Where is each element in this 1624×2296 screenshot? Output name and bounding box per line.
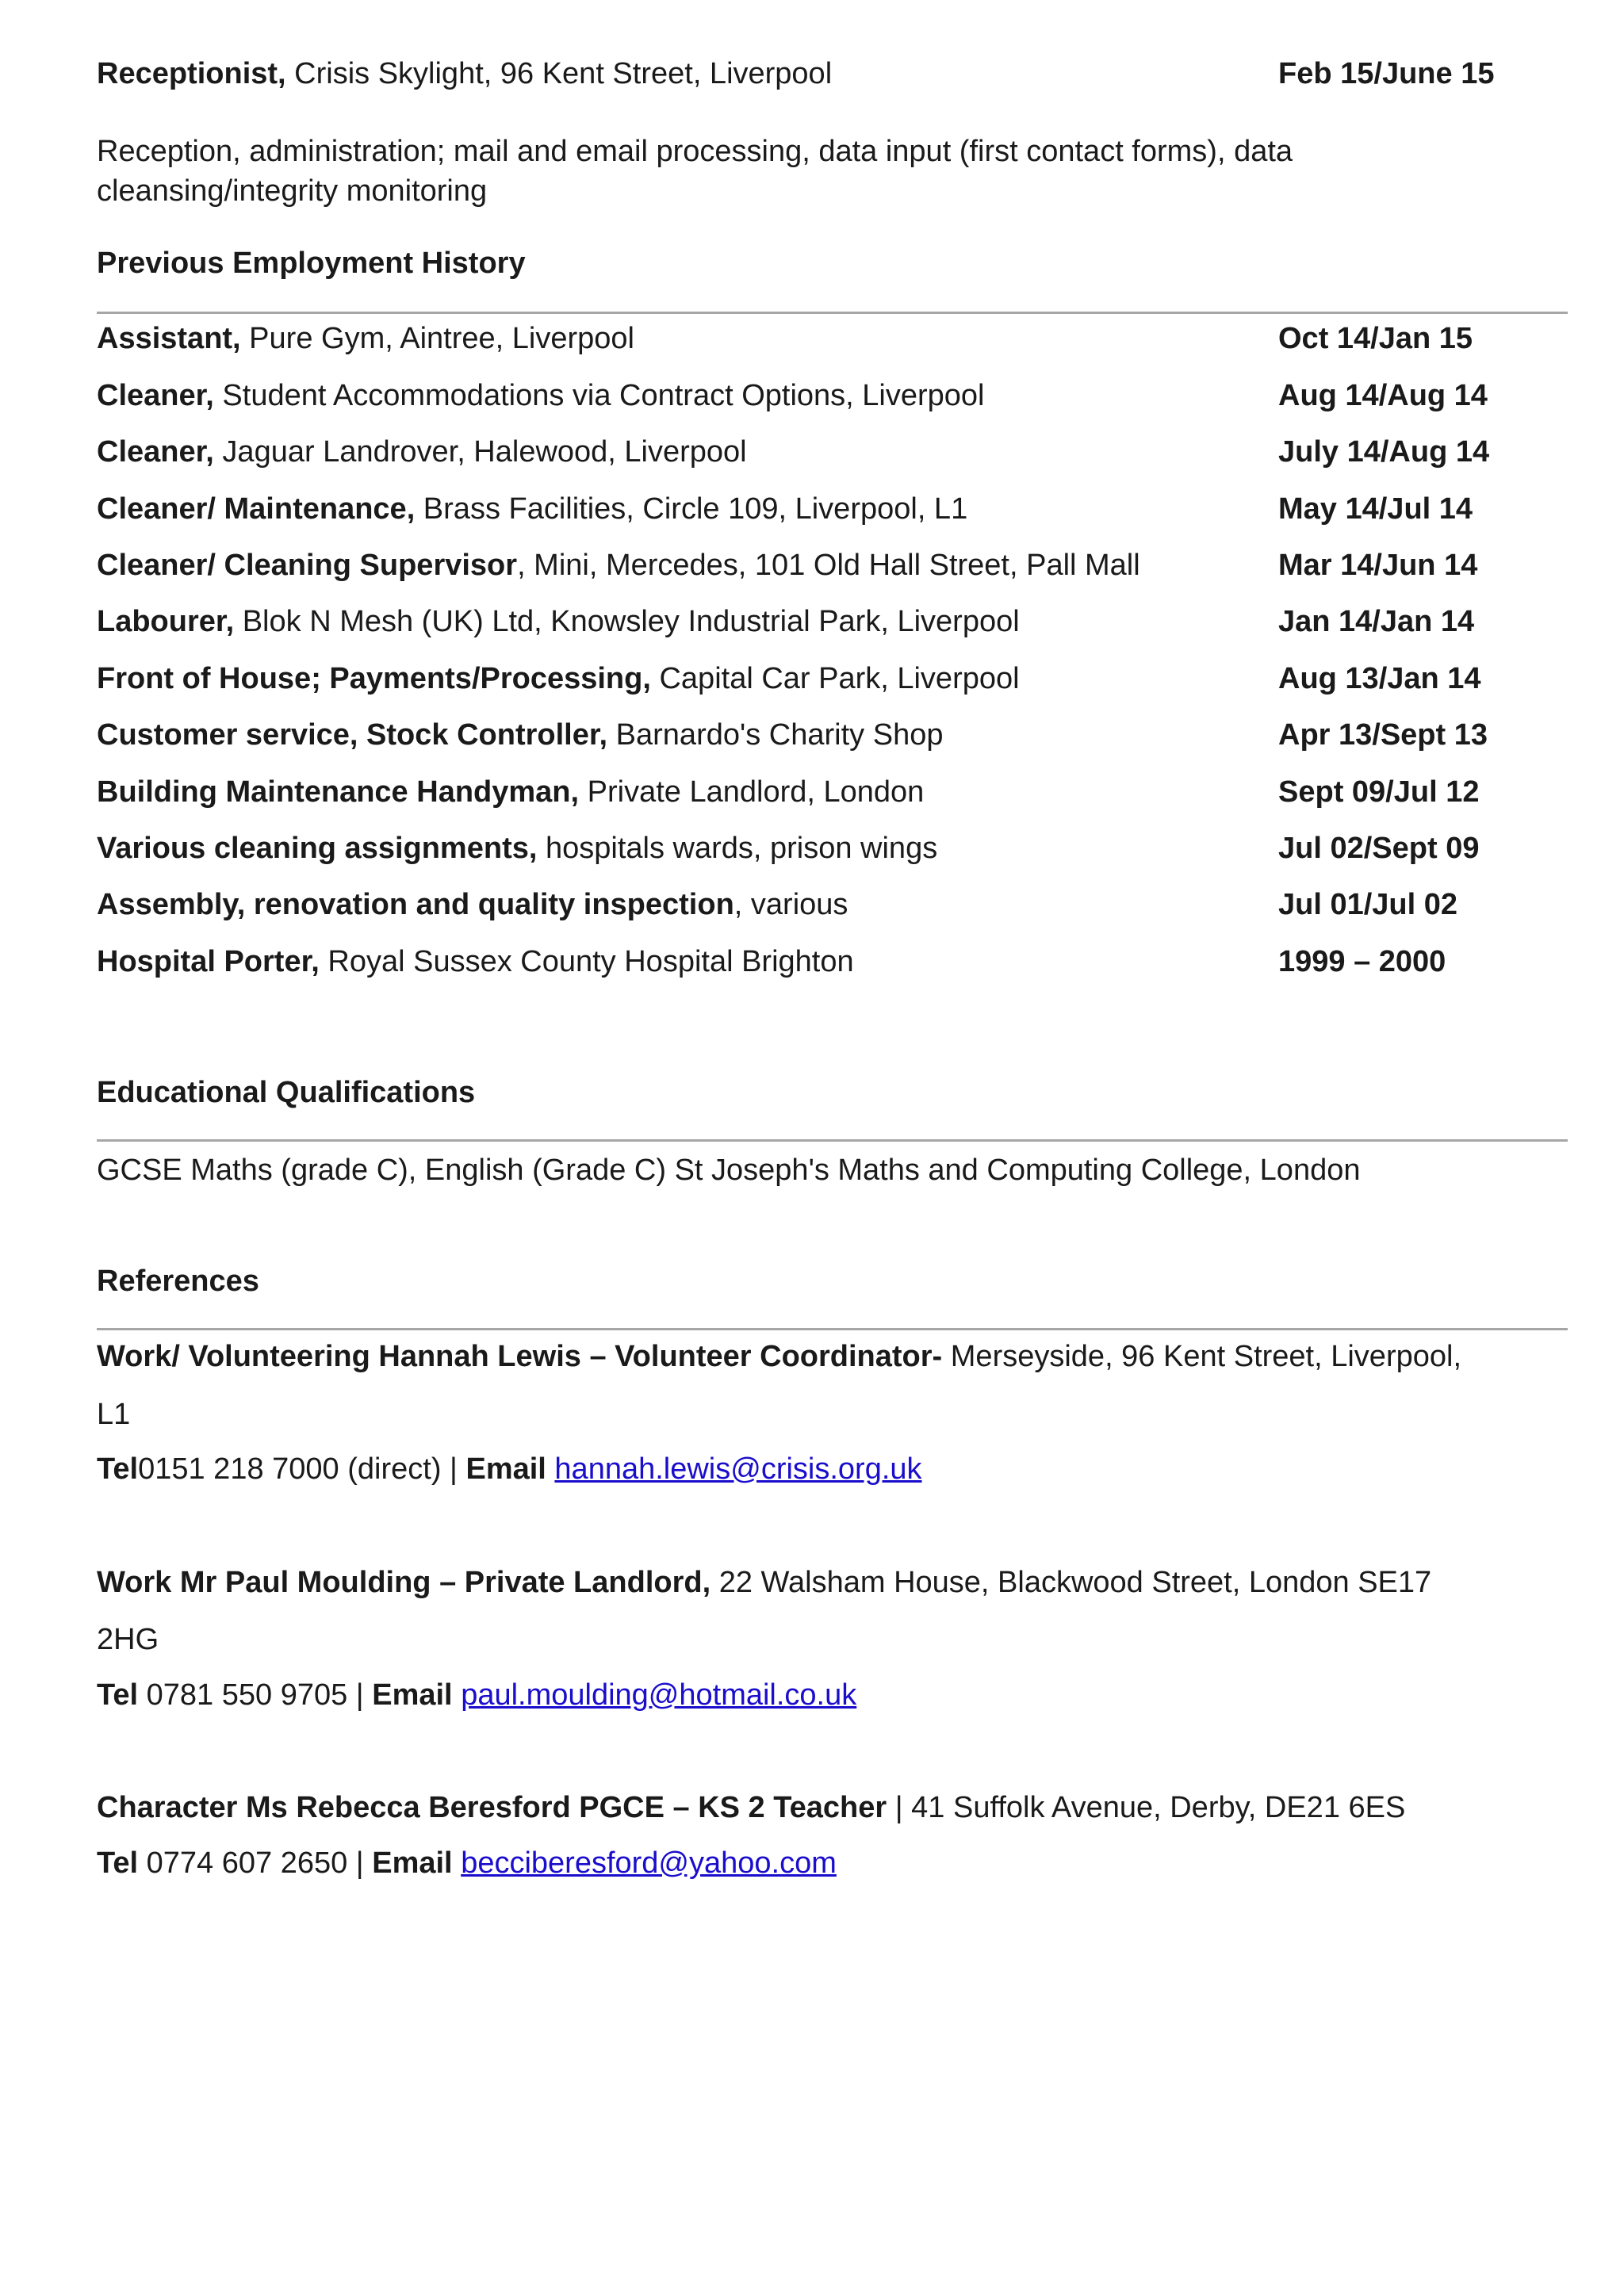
job-detail: Student Accommodations via Contract Options, Liverpool [213, 379, 985, 412]
job-detail: Capital Car Park, Liverpool [650, 662, 1020, 695]
reference-line [97, 1395, 1568, 1434]
tel-value: 0774 607 2650 | [138, 1846, 373, 1880]
job-date: Apr 13/Sept 13 [1278, 718, 1488, 752]
email-link[interactable]: paul.moulding@hotmail.co.uk [461, 1678, 857, 1712]
job-title: Cleaner, [97, 379, 214, 412]
reference-line [97, 1337, 1568, 1376]
email-label: Email [372, 1846, 453, 1880]
job-row [97, 319, 1568, 358]
cv-page [97, 0, 1568, 2296]
reference-address: 22 Walsham House, Blackwood Street, London SE17 [710, 1566, 1432, 1599]
email-link[interactable]: becciberesford@yahoo.com [461, 1846, 837, 1880]
section-divider [97, 312, 1568, 314]
job-title: Cleaner, [97, 435, 214, 469]
job-row [97, 715, 1568, 755]
reference-address: | 41 Suffolk Avenue, Derby, DE21 6ES [887, 1791, 1406, 1824]
job-date: Aug 14/Aug 14 [1278, 379, 1488, 412]
job-row [97, 545, 1568, 585]
reference-name: Character Ms Rebecca Beresford PGCE – KS 2 Teacher [97, 1791, 887, 1824]
email-link[interactable]: hannah.lewis@crisis.org.uk [554, 1452, 922, 1486]
tel-label: Tel [97, 1846, 139, 1880]
job-date: Jul 02/Sept 09 [1278, 832, 1480, 865]
job-detail: Pure Gym, Aintree, Liverpool [240, 322, 634, 355]
reference-line [97, 1788, 1568, 1827]
job-date: Jan 14/Jan 14 [1278, 605, 1475, 638]
job-title: Cleaner/ Cleaning Supervisor [97, 549, 518, 582]
job-title: Assistant, [97, 322, 241, 355]
job-date: May 14/Jul 14 [1278, 492, 1473, 526]
current-role-description [97, 132, 1524, 211]
job-title: Customer service, Stock Controller, [97, 718, 608, 752]
section-heading-education: Educational Qualifications [97, 1076, 476, 1109]
job-row [97, 432, 1568, 472]
job-detail: Barnardo's Charity Shop [607, 718, 944, 752]
reference-name: Work Mr Paul Moulding – Private Landlord, [97, 1566, 711, 1599]
job-detail: Blok N Mesh (UK) Ltd, Knowsley Industrial Park, Liverpool [234, 605, 1020, 638]
reference-contact [97, 1843, 1568, 1883]
job-title: Cleaner/ Maintenance, [97, 492, 416, 526]
tel-label: Tel [97, 1678, 139, 1712]
job-date: 1999 – 2000 [1278, 945, 1446, 978]
description-line: Reception, administration; mail and email processing, data input (first contact forms), data [97, 135, 1293, 168]
section-heading-references: References [97, 1265, 259, 1298]
reference-address: Merseyside, 96 Kent Street, Liverpool, [942, 1340, 1461, 1373]
job-title: Hospital Porter, [97, 945, 320, 978]
job-row [97, 659, 1568, 698]
section-heading-employment: Previous Employment History [97, 247, 526, 280]
job-date: Oct 14/Jan 15 [1278, 322, 1473, 355]
job-row [97, 376, 1568, 415]
job-row [97, 602, 1568, 641]
job-date: Feb 15/June 15 [1278, 57, 1495, 90]
job-row [97, 772, 1568, 812]
section-divider [97, 1328, 1568, 1330]
job-detail: Jaguar Landrover, Halewood, Liverpool [213, 435, 747, 469]
reference-contact [97, 1675, 1568, 1715]
reference-contact [97, 1449, 1568, 1489]
job-title: Various cleaning assignments, [97, 832, 538, 865]
reference-line [97, 1563, 1568, 1602]
job-date: July 14/Aug 14 [1278, 435, 1490, 469]
job-row [97, 942, 1568, 982]
job-detail: Crisis Skylight, 96 Kent Street, Liverpool [285, 57, 833, 90]
job-detail: hospitals wards, prison wings [537, 832, 938, 865]
job-title: Assembly, renovation and quality inspection [97, 888, 734, 921]
job-detail: , Mini, Mercedes, 101 Old Hall Street, Pall Mall [517, 549, 1140, 582]
email-label: Email [465, 1452, 546, 1486]
reference-line [97, 1620, 1568, 1659]
section-divider [97, 1139, 1568, 1142]
job-detail: Royal Sussex County Hospital Brighton [319, 945, 854, 978]
tel-label: Tel [97, 1452, 139, 1486]
job-title: Receptionist, [97, 57, 286, 90]
reference-address-cont: L1 [97, 1398, 131, 1431]
job-date: Aug 13/Jan 14 [1278, 662, 1481, 695]
tel-value: 0151 218 7000 (direct) | [138, 1452, 466, 1486]
description-line: cleansing/integrity monitoring [97, 174, 488, 208]
tel-value: 0781 550 9705 | [138, 1678, 373, 1712]
job-title: Building Maintenance Handyman, [97, 775, 580, 809]
job-detail: Private Landlord, London [579, 775, 925, 809]
current-role-row [97, 54, 1568, 94]
job-detail: Brass Facilities, Circle 109, Liverpool, L1 [415, 492, 968, 526]
job-date: Sept 09/Jul 12 [1278, 775, 1480, 809]
reference-address-cont: 2HG [97, 1623, 159, 1656]
job-date: Mar 14/Jun 14 [1278, 549, 1478, 582]
job-row [97, 885, 1568, 924]
job-date: Jul 01/Jul 02 [1278, 888, 1458, 921]
reference-name: Work/ Volunteering Hannah Lewis – Volunteer Coordinator- [97, 1340, 943, 1373]
job-row [97, 828, 1568, 868]
email-label: Email [372, 1678, 453, 1712]
education-text: GCSE Maths (grade C), English (Grade C) St Joseph's Maths and Computing College, London [97, 1154, 1361, 1187]
job-row [97, 489, 1568, 529]
job-detail: , various [733, 888, 848, 921]
job-title: Labourer, [97, 605, 235, 638]
job-title: Front of House; Payments/Processing, [97, 662, 651, 695]
